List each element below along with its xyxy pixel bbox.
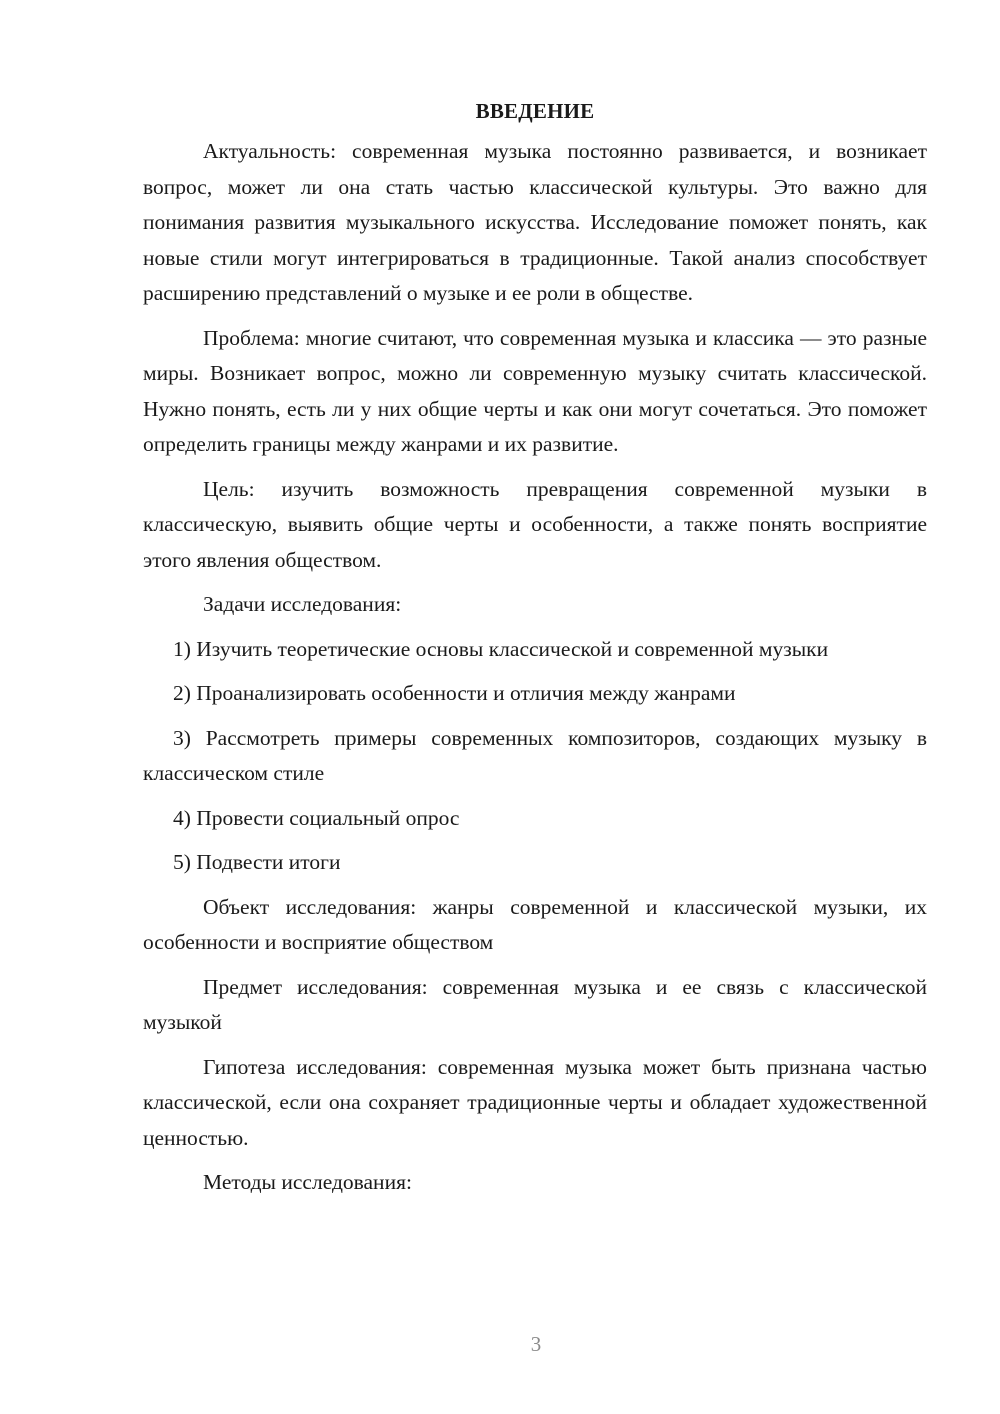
tasks-heading: Задачи исследования: — [203, 592, 402, 616]
object-paragraph: Объект исследования: жанры современной и классической музыки, их особенности и восприятие обществом — [143, 894, 927, 954]
task-item-3: 3) Рассмотреть примеры современных композиторов, создающих музыку в классическом стиле — [143, 725, 927, 785]
task-item-2: 2) Проанализировать особенности и отличия между жанрами — [173, 681, 736, 705]
subject-paragraph: Предмет исследования: современная музыка и ее связь с классической музыкой — [143, 974, 927, 1034]
problem-paragraph: Проблема: многие считают, что современная музыка и классика — это разные миры. Возникает вопрос, можно ли современную музыку считать классической. Нужно понять, есть ли у них общие черты и как они могут сочетаться. Это поможет определить границы между жанрами и их развитие. — [143, 325, 927, 456]
page-content — [143, 96, 927, 1210]
page-number: 3 — [530, 1332, 542, 1356]
goal-paragraph: Цель: изучить возможность превращения современной музыки в классическую, выявить общие черты и особенности, а также понять восприятие этого явления обществом. — [143, 476, 927, 572]
section-title: ВВЕДЕНИЕ — [475, 99, 595, 123]
task-item-1: 1) Изучить теоретические основы классической и современной музыки — [173, 636, 829, 661]
methods-heading: Методы исследования: — [203, 1170, 412, 1194]
task-item-5: 5) Подвести итоги — [173, 850, 341, 874]
task-item-4: 4) Провести социальный опрос — [173, 805, 460, 830]
relevance-paragraph: Актуальность: современная музыка постоянно развивается, и возникает вопрос, может ли она стать частью классической культуры. Это важно для понимания развития музыкального искусства. Исследование поможет понять, как новые стили могут интегрироваться в традиционные. Такой анализ способствует расширению представлений о музыке и ее роли в обществе. — [143, 139, 927, 305]
hypothesis-paragraph: Гипотеза исследования: современная музыка может быть признана частью классической, если она сохраняет традиционные черты и обладает художественной ценностью. — [143, 1054, 927, 1150]
